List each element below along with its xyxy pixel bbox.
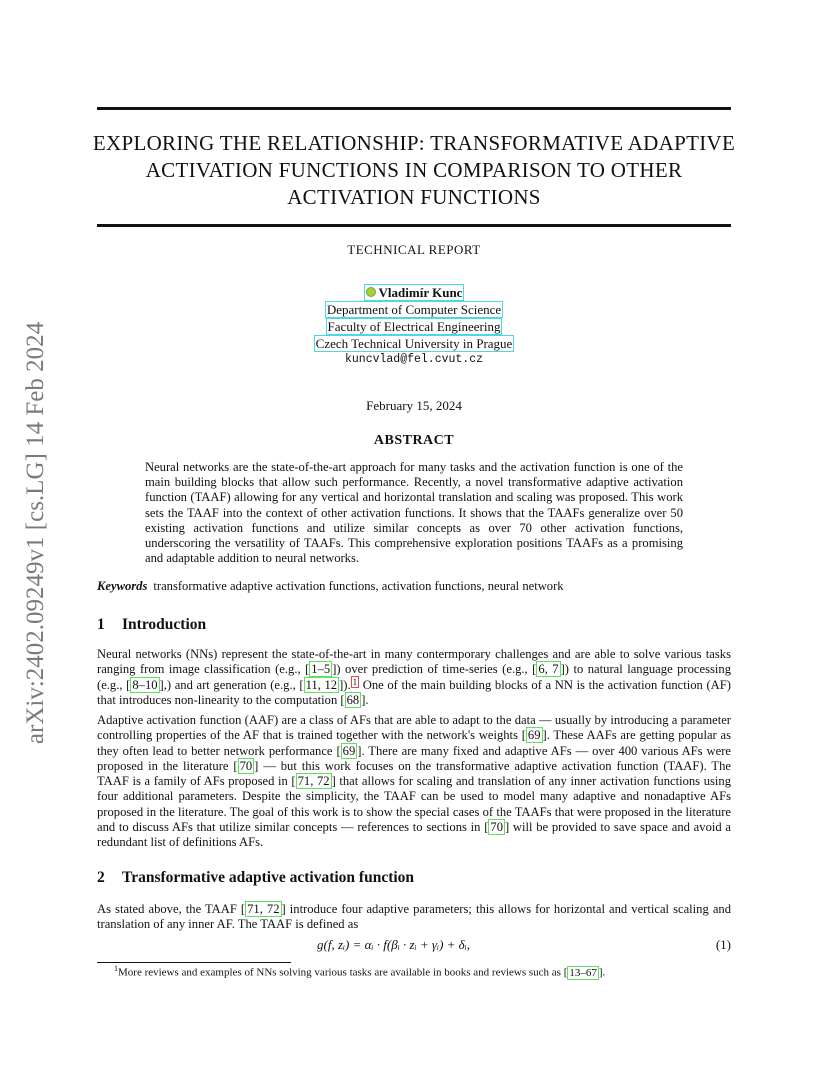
citation-link[interactable]: 69 xyxy=(527,728,541,743)
title-rule-top xyxy=(97,107,731,110)
affiliation-university[interactable]: Czech Technical University in Prague xyxy=(315,336,513,351)
citation-link[interactable]: 8–10 xyxy=(132,677,158,692)
section-2-heading xyxy=(97,869,414,887)
citation-link[interactable]: 6, 7 xyxy=(538,662,559,677)
affiliation-faculty[interactable]: Faculty of Electrical Engineering xyxy=(327,319,501,334)
intro-paragraph-2: Adaptive activation function (AAF) are a class of AFs that are able to adapt to the data — usually by introducing a parameter controlling properties of the AF that is trained together with the network's weights [ 69 ]. These AAFs are getting popular as they often lead to better network performance [ 69 ]. There are many fixed and adaptive AFs — over 400 various AFs were proposed in the literature [ 70 ] — but this work focuses on the transformative adaptive activation function (TAAF). The TAAF is a family of AFs proposed in [ 71, 72 ] that allows for scaling and translation of any inner activation functions using four additional parameters. Despite the simplicity, the TAAF can be used to model many adaptive and nonadaptive AFs proposed in the literature. The goal of this work is to show the special cases of the TAAFs that were proposed in the literature and to discuss AFs that utilize similar concepts — references to sections in [ 70 ] will be provided to save space and avoid a redundant list of definitions AFs. xyxy=(97,713,731,850)
paper-date: February 15, 2024 xyxy=(366,398,462,413)
citation-link[interactable]: 11, 12 xyxy=(305,677,338,692)
equation-number: (1) xyxy=(715,937,731,952)
citation-link[interactable]: 69 xyxy=(342,743,356,758)
keywords-label: Keywords xyxy=(97,579,148,593)
report-type: TECHNICAL REPORT xyxy=(347,242,481,257)
title-rule-bottom xyxy=(97,224,731,227)
citation-link[interactable]: 13–67 xyxy=(569,966,597,979)
abstract-text: Neural networks are the state-of-the-art approach for many tasks and the activation function is one of the main building blocks that allow such performance. Recently, a novel transformative adaptive activation function (TAAF) allowing for any vertical and horizontal translation and scaling was proposed. This work sets the TAAF into the context of other activation functions. It shows that the TAAFs generalize over 50 existing activation functions and utilize similar concepts as over 70 other activation functions, underscoring the versatility of TAAFs. This comprehensive exploration positions TAAFs as a promising and adaptable addition to neural networks. xyxy=(145,460,683,566)
citation-link[interactable]: 71, 72 xyxy=(247,902,280,916)
footnote: $^1$More reviews and examples of NNs solving various tasks are available in books and reviews such as [ 13–67 ]. xyxy=(114,964,606,979)
section-title: Transformative adaptive activation function xyxy=(122,869,415,886)
section-number: 2 xyxy=(97,869,105,886)
footnote-number: 1 xyxy=(114,964,118,973)
section-number: 1 xyxy=(97,616,105,633)
section-2-paragraph: As stated above, the TAAF [ 71, 72 ] introduce four adaptive parameters; this allows for horizontal and vertical scaling and translation of any inner AF. The TAAF is defined as xyxy=(97,902,732,932)
equation-1 xyxy=(97,937,731,955)
affiliation-department[interactable]: Department of Computer Science xyxy=(326,302,502,317)
equation-body: g(f, zᵢ) = αᵢ · f(βᵢ · zᵢ + γᵢ) + δᵢ, xyxy=(317,937,471,952)
title-line-2: ACTIVATION FUNCTIONS IN COMPARISON TO OTHER xyxy=(145,158,683,182)
citation-link[interactable]: 1–5 xyxy=(311,662,331,677)
citation-link[interactable]: 70 xyxy=(239,758,253,773)
title-line-3: ACTIVATION FUNCTIONS xyxy=(287,185,541,209)
keywords-text: transformative adaptive activation functions, activation functions, neural network xyxy=(153,579,564,593)
author-link[interactable] xyxy=(364,284,465,301)
citation-link[interactable]: 71, 72 xyxy=(297,774,330,789)
intro-paragraph-1: Neural networks (NNs) represent the state-of-the-art in many contermporary challenges and are able to solve various tasks ranging from image classification (e.g., [ 1–5 ]) over prediction of time-series (e.g., [ 6, 7 ]) to natural language processing (e.g., [ 8–10 ],) and art generation (e.g., [ 11, 12 ]). $^1$ One of the main building blocks of a NN is the activation function (AF) that introduces non-linearity to the computation [ 68 ]. xyxy=(97,647,732,707)
title-line-1: EXPLORING THE RELATIONSHIP: TRANSFORMATIVE ADAPTIVE xyxy=(92,131,736,155)
author-email: kuncvlad@fel.cvut.cz xyxy=(344,353,484,366)
citation-link[interactable]: 70 xyxy=(490,820,503,835)
keywords xyxy=(97,579,737,594)
abstract-heading: ABSTRACT xyxy=(373,433,455,448)
footnote-mark-link[interactable]: 1 xyxy=(352,676,358,687)
citation-link[interactable]: 68 xyxy=(346,692,360,707)
arxiv-identifier: arXiv:2402.09249v1 [cs.LG] 14 Feb 2024 xyxy=(22,321,49,745)
section-1-heading xyxy=(97,616,206,634)
author-name: Vladimír Kunc xyxy=(378,285,463,300)
section-title: Introduction xyxy=(122,616,207,633)
orcid-icon[interactable] xyxy=(366,287,376,297)
author-block xyxy=(200,284,628,367)
